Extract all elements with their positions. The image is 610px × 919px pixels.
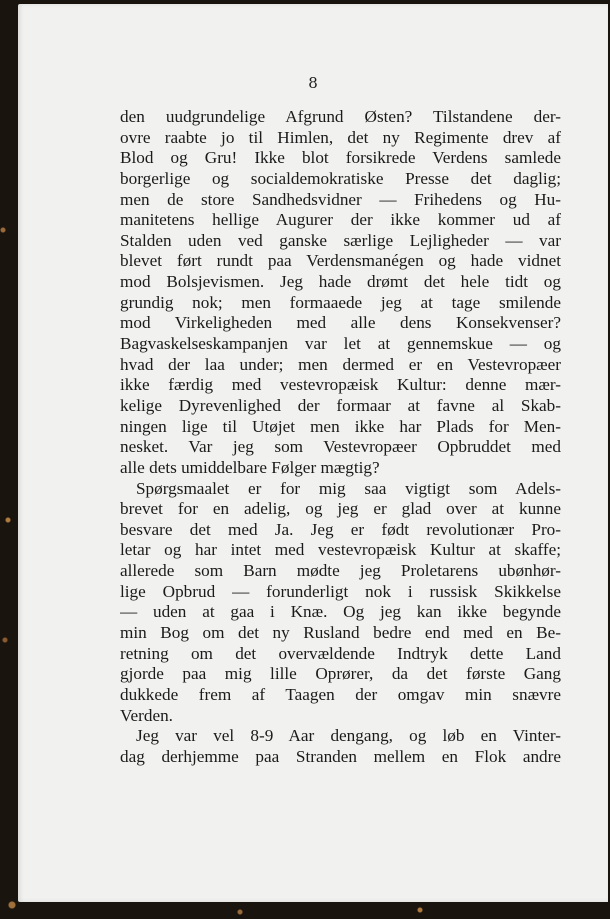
text-line: Blod og Gru! Ikke blot forsikrede Verdens samlede (120, 148, 561, 168)
text-line: nesket. Var jeg som Vestevropæer Opbruddet med (120, 437, 561, 457)
text-line: ovre raabte jo til Himlen, det ny Regimente drev af (120, 127, 561, 147)
text-line: gjorde paa mig lille Oprører, da det første Gang (120, 664, 561, 684)
text-line: Jeg var vel 8-9 Aar dengang, og løb en Vinter- (136, 726, 561, 746)
text-line: alle dets umiddelbare Følger mægtig? (120, 457, 380, 477)
text-line: den uudgrundelige Afgrund Østen? Tilstandene der- (120, 107, 561, 126)
text-line: grundig nok; men formaaede jeg at tage smilende (120, 292, 561, 312)
text-line: mod Virkeligheden med alle dens Konsekvenser? (120, 313, 561, 333)
text-line: Bagvaskelseskampanjen var let at gennemskue — og (120, 334, 561, 354)
text-line: letar og har intet med vestevropæisk Kultur at skaffe; (120, 540, 561, 560)
text-line: ikke færdig med vestevropæisk Kultur: denne mær- (120, 375, 561, 395)
text-line: retning om det overvældende Indtryk dette Land (120, 643, 561, 663)
text-line: mod Bolsjevismen. Jeg hade drømt det hele tidt og (120, 272, 561, 292)
text-line: lige Opbrud — forunderligt nok i russisk Skikkelse (120, 581, 561, 601)
text-line: allerede som Barn mødte jeg Proletarens ubønhør- (120, 561, 561, 581)
text-line: hvad der laa under; men dermed er en Vestevropæer (120, 354, 561, 374)
body-text (120, 107, 561, 768)
text-line: dag derhjemme paa Stranden mellem en Flok andre (120, 746, 561, 766)
text-line: blevet ført rundt paa Verdensmanégen og hade vidnet (120, 251, 561, 271)
text-line: Verden. (120, 705, 173, 725)
text-line: besvare det med Ja. Jeg er født revolutionær Pro- (120, 519, 561, 539)
text-line: manitetens hellige Augurer der ikke kommer ud af (120, 210, 561, 230)
text-line: Spørgsmaalet er for mig saa vigtigt som Adels- (136, 478, 561, 498)
text-line: men de store Sandhedsvidner — Frihedens og Hu- (120, 189, 561, 209)
text-line: — uden at gaa i Knæ. Og jeg kan ikke begynde (120, 602, 561, 622)
text-line: borgerlige og socialdemokratiske Presse det daglig; (120, 168, 561, 188)
page-number: 8 (308, 74, 318, 92)
text-line: Stalden uden ved ganske særlige Lejligheder — var (120, 230, 561, 250)
text-line: min Bog om det ny Rusland bedre end med en Be- (120, 623, 561, 643)
text-line: brevet for en adelig, og jeg er glad over at kunne (120, 499, 561, 519)
book-page (18, 4, 608, 902)
text-line: kelige Dyrevenlighed der formaar at favne al Skab- (120, 395, 561, 415)
text-line: dukkede frem af Taagen der omgav min snævre (120, 684, 561, 704)
text-line: ningen lige til Utøjet men ikke har Plads for Men- (120, 416, 561, 436)
